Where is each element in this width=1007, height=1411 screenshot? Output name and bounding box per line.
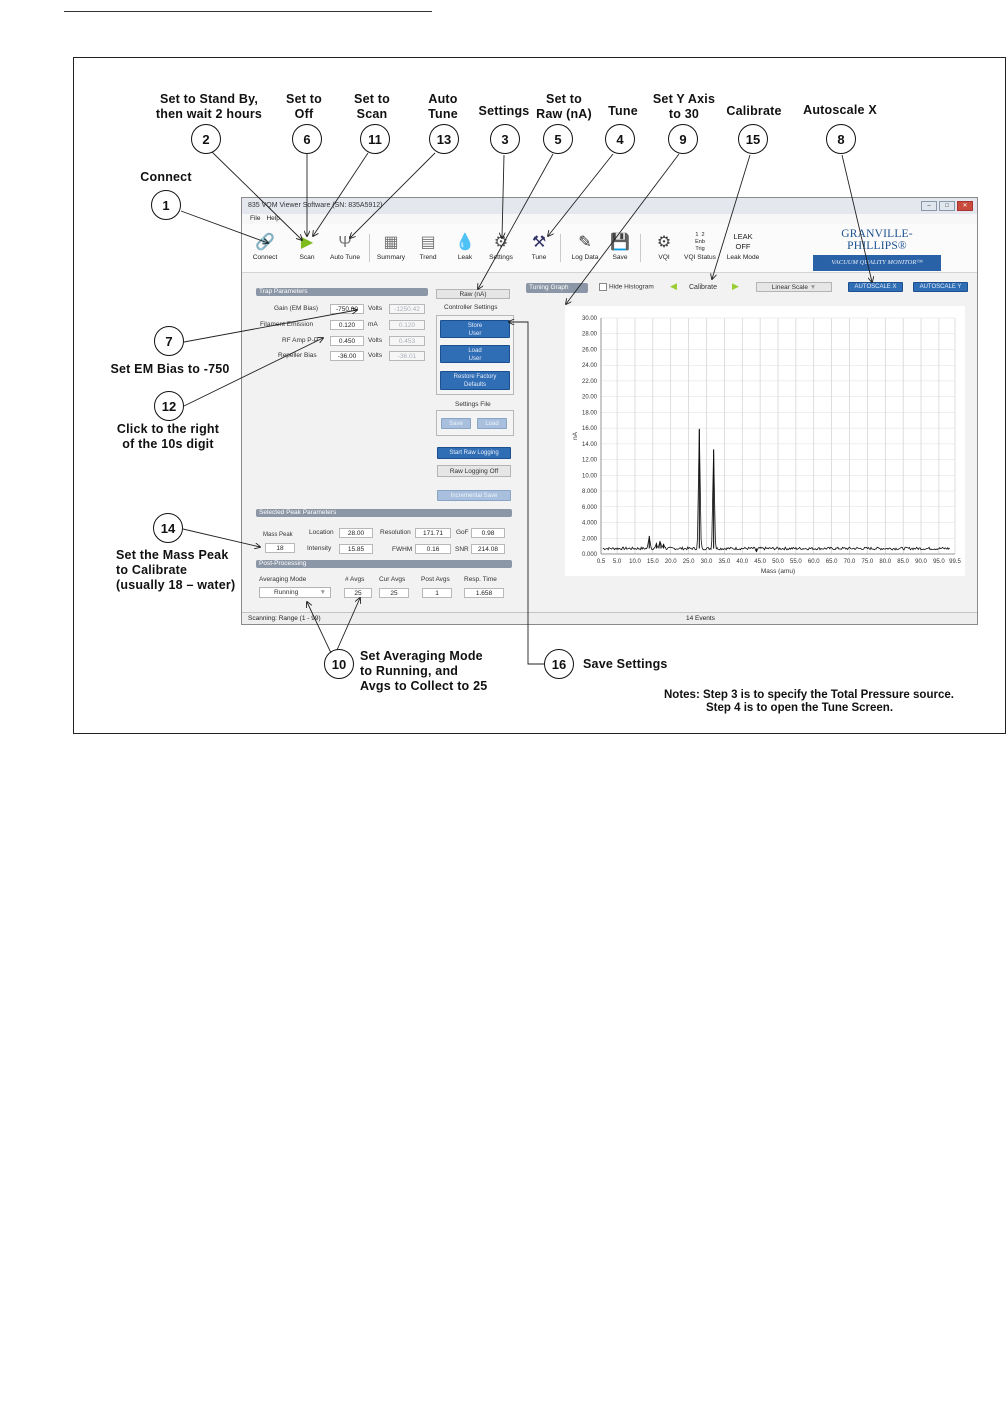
intensity-value: 15.85 xyxy=(339,544,373,554)
x-tick-label: 50.0 xyxy=(772,559,784,565)
start-raw-logging-button[interactable]: Start Raw Logging xyxy=(437,447,511,459)
resolution-label: Resolution xyxy=(380,529,411,536)
brand-tagline: VACUUM QUALITY MONITOR™ xyxy=(813,255,941,271)
summary-icon: ▦ xyxy=(383,234,399,251)
auto-tune-label: Auto Tune xyxy=(329,254,361,261)
tuning-graph-tab[interactable]: Tuning Graph xyxy=(526,283,588,293)
step-circle-9: 9 xyxy=(668,124,698,154)
y-tick-label: 22.00 xyxy=(581,378,597,385)
resp-time-value: 1.658 xyxy=(464,588,504,598)
resolution-value: 171.71 xyxy=(415,528,451,538)
save-button[interactable] xyxy=(599,232,641,261)
restore-factory-defaults-button[interactable] xyxy=(440,371,510,390)
summary-label: Summary xyxy=(376,254,406,261)
dropdown-arrow-icon: ▼ xyxy=(319,589,326,596)
x-tick-label: 90.0 xyxy=(915,559,927,565)
x-tick-label: 95.0 xyxy=(933,559,945,565)
status-right: 14 Events xyxy=(686,615,715,622)
y-tick-label: 18.00 xyxy=(581,410,597,417)
leak-label: Leak xyxy=(457,254,473,261)
x-tick-label: 70.0 xyxy=(843,559,856,565)
notes-line-1: Notes: Step 3 is to specify the Total Pressure source. xyxy=(664,689,954,701)
step-circle-10: 10 xyxy=(324,649,354,679)
avgs-label: # Avgs xyxy=(345,576,365,583)
annotation-label-15: Calibrate xyxy=(726,104,782,118)
trap-row-readback: 0.453 xyxy=(389,336,425,346)
annotation-label-14: Set the Mass Peak to Calibrate (usually 18 – water) xyxy=(116,548,236,592)
trend-icon: ▤ xyxy=(420,234,436,251)
trap-row-readback: -1250.42 xyxy=(389,304,425,314)
trap-row-input[interactable]: 0.450 xyxy=(330,336,364,346)
summary-button[interactable] xyxy=(370,232,412,261)
x-tick-label: 20.0 xyxy=(664,559,677,565)
snr-label: SNR xyxy=(455,546,469,553)
mass-peak-label: Mass Peak xyxy=(263,532,293,538)
x-tick-label: 15.0 xyxy=(647,559,659,565)
cur-avgs-label: Cur Avgs xyxy=(379,576,406,583)
restore-factory-defaults-label: Restore Factory Defaults xyxy=(453,374,497,388)
menu-bar xyxy=(242,214,977,224)
tuning-graph-chart[interactable] xyxy=(565,306,965,576)
x-axis-label: Mass (amu) xyxy=(760,568,796,575)
averaging-mode-select[interactable] xyxy=(259,587,331,598)
step-circle-8: 8 xyxy=(826,124,856,154)
intensity-label: Intensity xyxy=(307,545,332,552)
annotation-label-13: Auto Tune xyxy=(428,92,458,121)
location-value: 28.00 xyxy=(339,528,373,538)
vqi-gear-icon: ⚙ xyxy=(656,234,672,251)
resp-time-label: Resp. Time xyxy=(464,576,497,583)
step-circle-7: 7 xyxy=(154,326,184,356)
toolbar-separator xyxy=(640,234,641,262)
step-circle-15: 15 xyxy=(738,124,768,154)
annotation-label-16: Save Settings xyxy=(583,657,668,671)
toolbar-separator xyxy=(560,234,561,262)
x-tick-label: 65.0 xyxy=(825,559,838,565)
post-processing-header: Post-Processing xyxy=(256,560,512,568)
trap-row-unit: Volts xyxy=(368,337,383,344)
y-tick-label: 30.00 xyxy=(581,316,597,322)
annotation-label-4: Tune xyxy=(608,104,638,118)
trend-button[interactable] xyxy=(407,232,449,261)
scan-button[interactable] xyxy=(286,232,328,261)
x-tick-label: 0.5 xyxy=(596,559,606,565)
trap-row-input[interactable]: -36.00 xyxy=(330,351,364,361)
trap-row-label: Repeller Bias xyxy=(278,352,317,359)
x-tick-label: 5.0 xyxy=(612,559,622,565)
trap-row-label: Filament Emission xyxy=(260,321,314,328)
header-rule xyxy=(64,11,432,12)
log-icon: ✎ xyxy=(578,234,592,251)
x-tick-label: 40.0 xyxy=(736,559,749,565)
selected-peak-header: Selected Peak Parameters xyxy=(256,509,512,517)
tuning-fork-icon: Ψ xyxy=(338,234,352,251)
annotation-label-12: Click to the right of the 10s digit xyxy=(116,422,220,451)
y-tick-label: 16.00 xyxy=(581,426,597,433)
gear-icon: ⚙ xyxy=(493,234,509,251)
trap-row-input[interactable]: -750.00 xyxy=(330,304,364,314)
trap-row-label: Gain (EM Bias) xyxy=(274,305,319,312)
maximize-button[interactable]: □ xyxy=(939,201,955,211)
annotation-label-3: Settings xyxy=(478,104,530,118)
y-axis-label: nA xyxy=(572,432,579,440)
store-user-label: Store User xyxy=(467,323,483,337)
auto-tune-button[interactable] xyxy=(324,232,366,261)
trap-row-readback: -36.01 xyxy=(389,351,425,361)
settings-file-load-button[interactable]: Load xyxy=(477,418,507,429)
connect-label: Connect xyxy=(252,254,278,261)
calibrate-right-arrow-icon[interactable]: ▶ xyxy=(732,281,739,291)
load-user-label: Load User xyxy=(468,348,482,362)
gof-label: GoF xyxy=(456,529,469,536)
checkbox-icon xyxy=(599,283,607,291)
scale-value: Linear Scale xyxy=(771,284,808,291)
leak-mode-button[interactable] xyxy=(722,232,764,261)
annotation-label-1: Connect xyxy=(140,170,192,184)
settings-file-label: Settings File xyxy=(455,401,491,408)
brand-logo xyxy=(813,228,941,270)
step-circle-12: 12 xyxy=(154,391,184,421)
step-circle-5: 5 xyxy=(543,124,573,154)
trap-row-input[interactable]: 0.120 xyxy=(330,320,364,330)
mass-peak-input[interactable]: 18 xyxy=(265,543,295,553)
x-tick-label: 99.5 xyxy=(949,559,961,565)
post-avgs-label: Post Avgs xyxy=(421,576,450,583)
annotation-label-2: Set to Stand By, then wait 2 hours xyxy=(155,92,263,121)
hide-histogram-label: Hide Histogram xyxy=(609,283,654,291)
y-tick-label: 14.00 xyxy=(581,441,597,448)
snr-value: 214.08 xyxy=(471,544,505,554)
x-tick-label: 45.0 xyxy=(754,559,766,565)
brand-name: GRANVILLE-PHILLIPS® xyxy=(841,228,913,252)
trap-row-label: RF Amp P-P xyxy=(282,337,319,344)
series-line-trace xyxy=(603,429,950,552)
dropdown-arrow-icon: ▼ xyxy=(809,284,817,291)
trap-parameters-header: Trap Parameters xyxy=(256,288,428,296)
window-title: 835 VQM Viewer Software (SN: 835A5912) xyxy=(248,202,383,209)
leak-off-indicator xyxy=(722,232,764,254)
y-tick-label: 0.000 xyxy=(581,552,597,558)
controller-settings-label: Controller Settings xyxy=(444,304,498,311)
averaging-mode-value: Running xyxy=(274,589,299,596)
post-avgs-input[interactable]: 1 xyxy=(422,588,452,598)
autoscale-x-button[interactable]: AUTOSCALE X xyxy=(848,282,903,292)
x-tick-label: 75.0 xyxy=(861,559,874,565)
hide-histogram-checkbox[interactable] xyxy=(599,283,654,291)
app-window xyxy=(241,197,978,625)
toolbar xyxy=(242,224,977,273)
log-data-label: Log Data xyxy=(571,254,599,261)
annotation-label-5: Set to Raw (nA) xyxy=(536,92,592,121)
menu-help[interactable]: Help xyxy=(266,215,280,222)
x-tick-label: 10.0 xyxy=(629,559,641,565)
status-left: Scanning: Range (1 - 99) xyxy=(248,615,321,622)
raw-logging-off-indicator: Raw Logging Off xyxy=(437,465,511,477)
location-label: Location xyxy=(309,529,334,536)
y-tick-label: 8.000 xyxy=(581,489,597,496)
leak-off-line-1: LEAK xyxy=(733,232,753,241)
y-tick-label: 28.00 xyxy=(581,331,597,338)
annotation-label-6: Set to Off xyxy=(286,92,322,121)
trap-row-unit: mA xyxy=(368,321,378,328)
step-circle-14: 14 xyxy=(153,513,183,543)
close-button[interactable]: ✕ xyxy=(957,201,973,211)
step-circle-16: 16 xyxy=(544,649,574,679)
trend-label: Trend xyxy=(419,254,437,261)
y-tick-label: 24.00 xyxy=(581,363,597,370)
y-tick-label: 4.000 xyxy=(581,520,597,527)
trap-row-unit: Volts xyxy=(368,305,383,312)
leak-mode-label: Leak Mode xyxy=(726,254,760,261)
store-user-button[interactable] xyxy=(440,320,510,338)
avgs-input[interactable]: 25 xyxy=(344,588,372,598)
settings-label: Settings xyxy=(489,254,513,261)
averaging-mode-label: Averaging Mode xyxy=(259,576,307,583)
floppy-icon: 💾 xyxy=(610,234,630,251)
vqi-status-button[interactable] xyxy=(679,232,721,261)
raw-select[interactable]: Raw (nA) xyxy=(436,289,510,299)
status-bar xyxy=(242,612,977,624)
annotation-label-9: Set Y Axis to 30 xyxy=(652,92,716,121)
annotation-label-11: Set to Scan xyxy=(354,92,390,121)
scale-select[interactable] xyxy=(756,282,832,292)
x-tick-label: 85.0 xyxy=(897,559,909,565)
scan-label: Scan xyxy=(299,254,315,261)
cur-avgs-value: 25 xyxy=(379,588,409,598)
y-tick-label: 12.00 xyxy=(581,457,597,464)
gof-value: 0.98 xyxy=(471,528,505,538)
x-tick-label: 55.0 xyxy=(790,559,802,565)
menu-file[interactable]: File xyxy=(250,215,261,222)
annotation-label-10: Set Averaging Mode to Running, and Avgs to Collect to 25 xyxy=(360,649,488,693)
vqi-label: VQI xyxy=(658,254,670,261)
step-circle-1: 1 xyxy=(151,190,181,220)
minimize-button[interactable]: – xyxy=(921,201,937,211)
annotation-label-8: Autoscale X xyxy=(803,103,877,117)
tune-label: Tune xyxy=(531,254,547,261)
incremental-save-button[interactable]: Incremental Save xyxy=(437,490,511,501)
y-tick-label: 20.00 xyxy=(581,394,597,401)
trap-row-unit: Volts xyxy=(368,352,383,359)
x-tick-label: 60.0 xyxy=(807,559,820,565)
settings-file-save-button[interactable]: Save xyxy=(441,418,471,429)
connect-button[interactable] xyxy=(244,232,286,261)
x-tick-label: 80.0 xyxy=(879,559,892,565)
step-circle-13: 13 xyxy=(429,124,459,154)
vqi-status-label: VQI Status xyxy=(684,254,716,261)
droplet-icon: 💧 xyxy=(455,234,475,251)
y-tick-label: 6.000 xyxy=(581,504,597,511)
load-user-button[interactable] xyxy=(440,345,510,363)
notes-line-2: Step 4 is to open the Tune Screen. xyxy=(706,702,894,714)
link-icon: 🔗 xyxy=(255,234,275,251)
y-tick-label: 26.00 xyxy=(581,347,597,354)
trap-row-readback: 0.120 xyxy=(389,320,425,330)
step-circle-11: 11 xyxy=(360,124,390,154)
step-circle-2: 2 xyxy=(191,124,221,154)
settings-button[interactable] xyxy=(480,232,522,261)
x-tick-label: 25.0 xyxy=(682,559,695,565)
tune-button[interactable] xyxy=(518,232,560,261)
fwhm-label: FWHM xyxy=(392,546,413,553)
leak-off-line-2: OFF xyxy=(735,242,751,251)
step-circle-4: 4 xyxy=(605,124,635,154)
tools-icon: ⚒ xyxy=(531,234,547,251)
play-icon: ▶ xyxy=(300,234,314,251)
y-tick-label: 2.000 xyxy=(581,536,597,543)
step-circle-6: 6 xyxy=(292,124,322,154)
vqi-status-icon: 1 2 Enb Trig xyxy=(695,232,705,252)
x-tick-label: 35.0 xyxy=(718,559,731,565)
title-bar xyxy=(242,198,977,215)
step-circle-3: 3 xyxy=(490,124,520,154)
annotation-label-7: Set EM Bias to -750 xyxy=(110,362,230,376)
autoscale-y-button[interactable]: AUTOSCALE Y xyxy=(913,282,968,292)
x-tick-label: 30.0 xyxy=(700,559,713,565)
calibrate-label: Calibrate xyxy=(689,284,718,291)
save-label: Save xyxy=(612,254,628,261)
calibrate-left-arrow-icon[interactable]: ◀ xyxy=(670,281,677,291)
y-tick-label: 10.00 xyxy=(581,473,597,480)
fwhm-value: 0.16 xyxy=(415,544,451,554)
